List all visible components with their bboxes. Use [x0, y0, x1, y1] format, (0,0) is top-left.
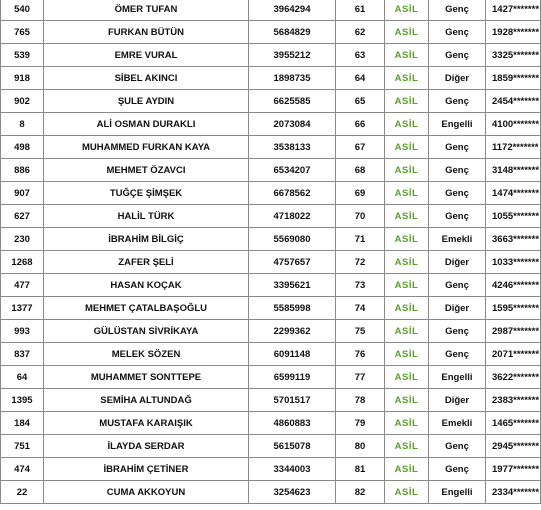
cell-list-no: 474	[1, 458, 44, 481]
cell-full-name: MUHAMMED FURKAN KAYA	[44, 136, 249, 159]
cell-application-no: 3964294	[249, 0, 336, 21]
cell-status: ASİL	[385, 44, 429, 67]
cell-status: ASİL	[385, 274, 429, 297]
table-row	[1, 113, 541, 136]
cell-full-name: SEMİHA ALTUNDAĞ	[44, 389, 249, 412]
cell-status: ASİL	[385, 113, 429, 136]
cell-list-no: 1377	[1, 297, 44, 320]
cell-rank: 75	[336, 320, 385, 343]
cell-masked-id: 1465*******	[486, 412, 541, 435]
cell-status: ASİL	[385, 136, 429, 159]
cell-category: Emekli	[429, 412, 486, 435]
cell-list-no: 64	[1, 366, 44, 389]
results-table-body	[1, 0, 541, 504]
cell-list-no: 22	[1, 481, 44, 504]
cell-status: ASİL	[385, 412, 429, 435]
cell-category: Genç	[429, 90, 486, 113]
cell-category: Genç	[429, 136, 486, 159]
cell-masked-id: 3663*******	[486, 228, 541, 251]
cell-rank: 67	[336, 136, 385, 159]
cell-status: ASİL	[385, 67, 429, 90]
cell-list-no: 498	[1, 136, 44, 159]
cell-masked-id: 2945*******	[486, 435, 541, 458]
cell-rank: 80	[336, 435, 385, 458]
cell-status: ASİL	[385, 297, 429, 320]
cell-application-no: 6678562	[249, 182, 336, 205]
cell-full-name: İLAYDA SERDAR	[44, 435, 249, 458]
cell-masked-id: 1859*******	[486, 67, 541, 90]
cell-list-no: 184	[1, 412, 44, 435]
cell-application-no: 4757657	[249, 251, 336, 274]
cell-masked-id: 2454*******	[486, 90, 541, 113]
cell-rank: 65	[336, 90, 385, 113]
table-row	[1, 228, 541, 251]
cell-application-no: 6534207	[249, 159, 336, 182]
cell-full-name: İBRAHİM ÇETİNER	[44, 458, 249, 481]
cell-full-name: TUĞÇE ŞİMŞEK	[44, 182, 249, 205]
cell-rank: 81	[336, 458, 385, 481]
table-row	[1, 412, 541, 435]
table-row	[1, 435, 541, 458]
cell-category: Genç	[429, 21, 486, 44]
cell-masked-id: 1172*******	[486, 136, 541, 159]
cell-masked-id: 1474*******	[486, 182, 541, 205]
cell-status: ASİL	[385, 389, 429, 412]
cell-application-no: 6625585	[249, 90, 336, 113]
table-row	[1, 343, 541, 366]
cell-rank: 63	[336, 44, 385, 67]
cell-rank: 71	[336, 228, 385, 251]
cell-category: Genç	[429, 320, 486, 343]
cell-masked-id: 2383*******	[486, 389, 541, 412]
cell-list-no: 477	[1, 274, 44, 297]
cell-category: Diğer	[429, 297, 486, 320]
cell-rank: 76	[336, 343, 385, 366]
cell-list-no: 8	[1, 113, 44, 136]
cell-full-name: HALİL TÜRK	[44, 205, 249, 228]
cell-masked-id: 1928*******	[486, 21, 541, 44]
cell-category: Diğer	[429, 67, 486, 90]
cell-category: Genç	[429, 182, 486, 205]
cell-masked-id: 4246*******	[486, 274, 541, 297]
cell-rank: 64	[336, 67, 385, 90]
cell-rank: 62	[336, 21, 385, 44]
cell-list-no: 918	[1, 67, 44, 90]
cell-application-no: 4718022	[249, 205, 336, 228]
cell-category: Emekli	[429, 228, 486, 251]
cell-application-no: 5569080	[249, 228, 336, 251]
cell-list-no: 1395	[1, 389, 44, 412]
table-row	[1, 389, 541, 412]
cell-list-no: 886	[1, 159, 44, 182]
cell-full-name: MUHAMMET SONTTEPE	[44, 366, 249, 389]
cell-list-no: 993	[1, 320, 44, 343]
cell-full-name: GÜLÜSTAN SİVRİKAYA	[44, 320, 249, 343]
cell-masked-id: 2071*******	[486, 343, 541, 366]
table-row	[1, 182, 541, 205]
cell-status: ASİL	[385, 481, 429, 504]
cell-masked-id: 1977*******	[486, 458, 541, 481]
table-row	[1, 366, 541, 389]
cell-rank: 66	[336, 113, 385, 136]
cell-application-no: 6599119	[249, 366, 336, 389]
cell-masked-id: 1033*******	[486, 251, 541, 274]
cell-category: Diğer	[429, 251, 486, 274]
table-row	[1, 297, 541, 320]
cell-full-name: MEHMET ÇATALBAŞOĞLU	[44, 297, 249, 320]
table-row	[1, 67, 541, 90]
cell-category: Genç	[429, 159, 486, 182]
table-row	[1, 458, 541, 481]
cell-full-name: İBRAHİM BİLGİÇ	[44, 228, 249, 251]
cell-application-no: 3955212	[249, 44, 336, 67]
cell-rank: 78	[336, 389, 385, 412]
cell-status: ASİL	[385, 435, 429, 458]
table-row	[1, 44, 541, 67]
cell-category: Engelli	[429, 366, 486, 389]
cell-masked-id: 3148*******	[486, 159, 541, 182]
cell-full-name: EMRE VURAL	[44, 44, 249, 67]
cell-application-no: 5701517	[249, 389, 336, 412]
cell-full-name: HASAN KOÇAK	[44, 274, 249, 297]
cell-application-no: 3254623	[249, 481, 336, 504]
cell-masked-id: 1427*******	[486, 0, 541, 21]
cell-list-no: 751	[1, 435, 44, 458]
cell-application-no: 2299362	[249, 320, 336, 343]
cell-status: ASİL	[385, 228, 429, 251]
cell-list-no: 765	[1, 21, 44, 44]
cell-masked-id: 2334*******	[486, 481, 541, 504]
cell-application-no: 5585998	[249, 297, 336, 320]
table-row	[1, 0, 541, 21]
cell-status: ASİL	[385, 251, 429, 274]
cell-masked-id: 3622*******	[486, 366, 541, 389]
cell-masked-id: 1055*******	[486, 205, 541, 228]
cell-application-no: 5684829	[249, 21, 336, 44]
cell-list-no: 627	[1, 205, 44, 228]
cell-rank: 79	[336, 412, 385, 435]
cell-application-no: 2073084	[249, 113, 336, 136]
cell-application-no: 5615078	[249, 435, 336, 458]
cell-list-no: 1268	[1, 251, 44, 274]
cell-status: ASİL	[385, 343, 429, 366]
cell-status: ASİL	[385, 182, 429, 205]
cell-masked-id: 3325*******	[486, 44, 541, 67]
cell-rank: 77	[336, 366, 385, 389]
cell-category: Engelli	[429, 481, 486, 504]
table-row	[1, 136, 541, 159]
table-row	[1, 90, 541, 113]
cell-full-name: ALİ OSMAN DURAKLI	[44, 113, 249, 136]
cell-list-no: 230	[1, 228, 44, 251]
table-row	[1, 21, 541, 44]
cell-status: ASİL	[385, 159, 429, 182]
cell-status: ASİL	[385, 366, 429, 389]
table-row	[1, 481, 541, 504]
cell-category: Genç	[429, 435, 486, 458]
cell-category: Genç	[429, 0, 486, 21]
cell-category: Genç	[429, 205, 486, 228]
cell-rank: 61	[336, 0, 385, 21]
cell-masked-id: 4100*******	[486, 113, 541, 136]
cell-rank: 72	[336, 251, 385, 274]
cell-category: Genç	[429, 44, 486, 67]
cell-full-name: ÖMER TUFAN	[44, 0, 249, 21]
cell-status: ASİL	[385, 90, 429, 113]
cell-list-no: 837	[1, 343, 44, 366]
cell-list-no: 902	[1, 90, 44, 113]
cell-category: Genç	[429, 274, 486, 297]
cell-rank: 74	[336, 297, 385, 320]
cell-full-name: ŞULE AYDIN	[44, 90, 249, 113]
cell-rank: 73	[336, 274, 385, 297]
cell-category: Genç	[429, 343, 486, 366]
cell-application-no: 3344003	[249, 458, 336, 481]
table-row	[1, 251, 541, 274]
cell-rank: 82	[336, 481, 385, 504]
cell-list-no: 540	[1, 0, 44, 21]
cell-category: Diğer	[429, 389, 486, 412]
table-row	[1, 320, 541, 343]
cell-rank: 70	[336, 205, 385, 228]
table-row	[1, 274, 541, 297]
cell-application-no: 4860883	[249, 412, 336, 435]
cell-category: Genç	[429, 458, 486, 481]
cell-full-name: CUMA AKKOYUN	[44, 481, 249, 504]
cell-full-name: MELEK SÖZEN	[44, 343, 249, 366]
cell-full-name: ZAFER ŞELİ	[44, 251, 249, 274]
cell-status: ASİL	[385, 458, 429, 481]
cell-rank: 69	[336, 182, 385, 205]
cell-full-name: MUSTAFA KARAIŞIK	[44, 412, 249, 435]
cell-category: Engelli	[429, 113, 486, 136]
cell-application-no: 6091148	[249, 343, 336, 366]
cell-list-no: 907	[1, 182, 44, 205]
cell-full-name: FURKAN BÜTÜN	[44, 21, 249, 44]
cell-application-no: 3395621	[249, 274, 336, 297]
cell-full-name: SİBEL AKINCI	[44, 67, 249, 90]
cell-application-no: 3538133	[249, 136, 336, 159]
table-row	[1, 205, 541, 228]
cell-application-no: 1898735	[249, 67, 336, 90]
cell-status: ASİL	[385, 0, 429, 21]
cell-rank: 68	[336, 159, 385, 182]
cell-full-name: MEHMET ÖZAVCI	[44, 159, 249, 182]
cell-masked-id: 2987*******	[486, 320, 541, 343]
cell-masked-id: 1595*******	[486, 297, 541, 320]
cell-status: ASİL	[385, 320, 429, 343]
cell-list-no: 539	[1, 44, 44, 67]
cell-status: ASİL	[385, 205, 429, 228]
cell-status: ASİL	[385, 21, 429, 44]
table-row	[1, 159, 541, 182]
